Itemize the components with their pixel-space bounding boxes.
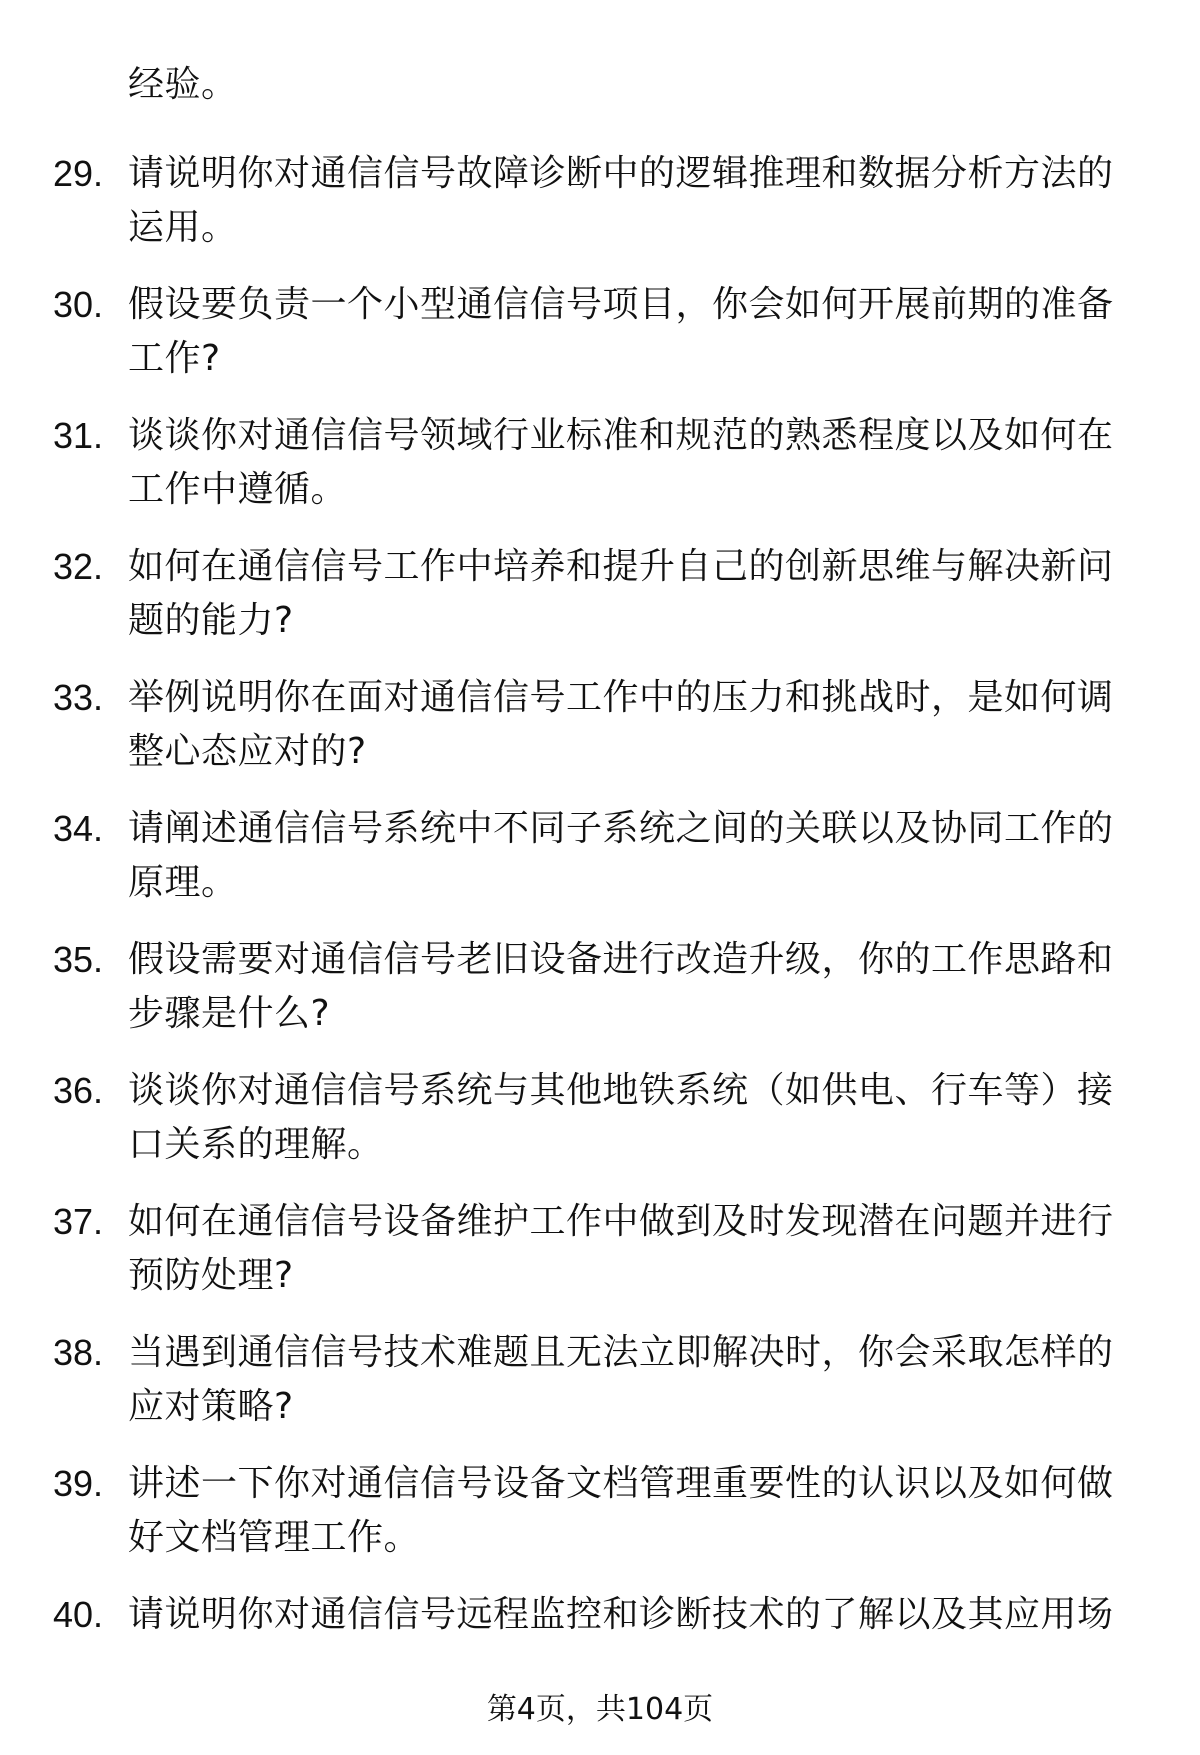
question-text: 谈谈你对通信信号领域行业标准和规范的熟悉程度以及如何在工作中遵循。 xyxy=(128,415,1114,510)
question-item xyxy=(0,916,1200,1047)
question-number: 33. xyxy=(53,677,104,718)
question-item xyxy=(0,1571,1200,1702)
question-number: 32. xyxy=(53,546,104,587)
question-text: 当遇到通信信号技术难题且无法立即解决时，你会采取怎样的应对策略? xyxy=(128,1332,1114,1427)
question-number: 34. xyxy=(53,808,104,849)
question-item xyxy=(0,261,1200,392)
question-item xyxy=(0,1178,1200,1309)
question-text: 请说明你对通信信号故障诊断中的逻辑推理和数据分析方法的运用。 xyxy=(128,153,1114,248)
question-text: 假设要负责一个小型通信信号项目，你会如何开展前期的准备工作? xyxy=(128,284,1114,379)
question-number: 29. xyxy=(53,153,104,194)
question-item xyxy=(0,392,1200,523)
question-list xyxy=(0,130,1200,1702)
question-item xyxy=(0,1309,1200,1440)
question-text: 谈谈你对通信信号系统与其他地铁系统（如供电、行车等）接口关系的理解。 xyxy=(128,1070,1114,1165)
question-number: 39. xyxy=(53,1463,104,1504)
question-number: 40. xyxy=(53,1594,104,1635)
question-number: 38. xyxy=(53,1332,104,1373)
question-item xyxy=(0,1047,1200,1178)
page-footer: 第4页，共104页 xyxy=(486,1692,714,1727)
question-item xyxy=(0,785,1200,916)
question-number: 37. xyxy=(53,1201,104,1242)
question-item xyxy=(0,654,1200,785)
question-item xyxy=(0,523,1200,654)
question-number: 36. xyxy=(53,1070,104,1111)
question-number: 35. xyxy=(53,939,104,980)
question-text: 假设需要对通信信号老旧设备进行改造升级，你的工作思路和步骤是什么? xyxy=(128,939,1114,1034)
question-number: 30. xyxy=(53,284,104,325)
question-text: 举例说明你在面对通信信号工作中的压力和挑战时，是如何调整心态应对的? xyxy=(128,677,1114,772)
question-text: 如何在通信信号设备维护工作中做到及时发现潜在问题并进行预防处理? xyxy=(128,1201,1114,1296)
question-text: 如何在通信信号工作中培养和提升自己的创新思维与解决新问题的能力? xyxy=(128,546,1114,641)
question-text: 请阐述通信信号系统中不同子系统之间的关联以及协同工作的原理。 xyxy=(128,808,1114,903)
question-number: 31. xyxy=(53,415,104,456)
question-item xyxy=(0,130,1200,261)
question-text: 讲述一下你对通信信号设备文档管理重要性的认识以及如何做好文档管理工作。 xyxy=(128,1463,1114,1558)
question-item xyxy=(0,1440,1200,1571)
question-text: 请说明你对通信信号远程监控和诊断技术的了解以及其应用场 xyxy=(128,1594,1114,1635)
continuation-text: 经验。 xyxy=(128,64,238,105)
